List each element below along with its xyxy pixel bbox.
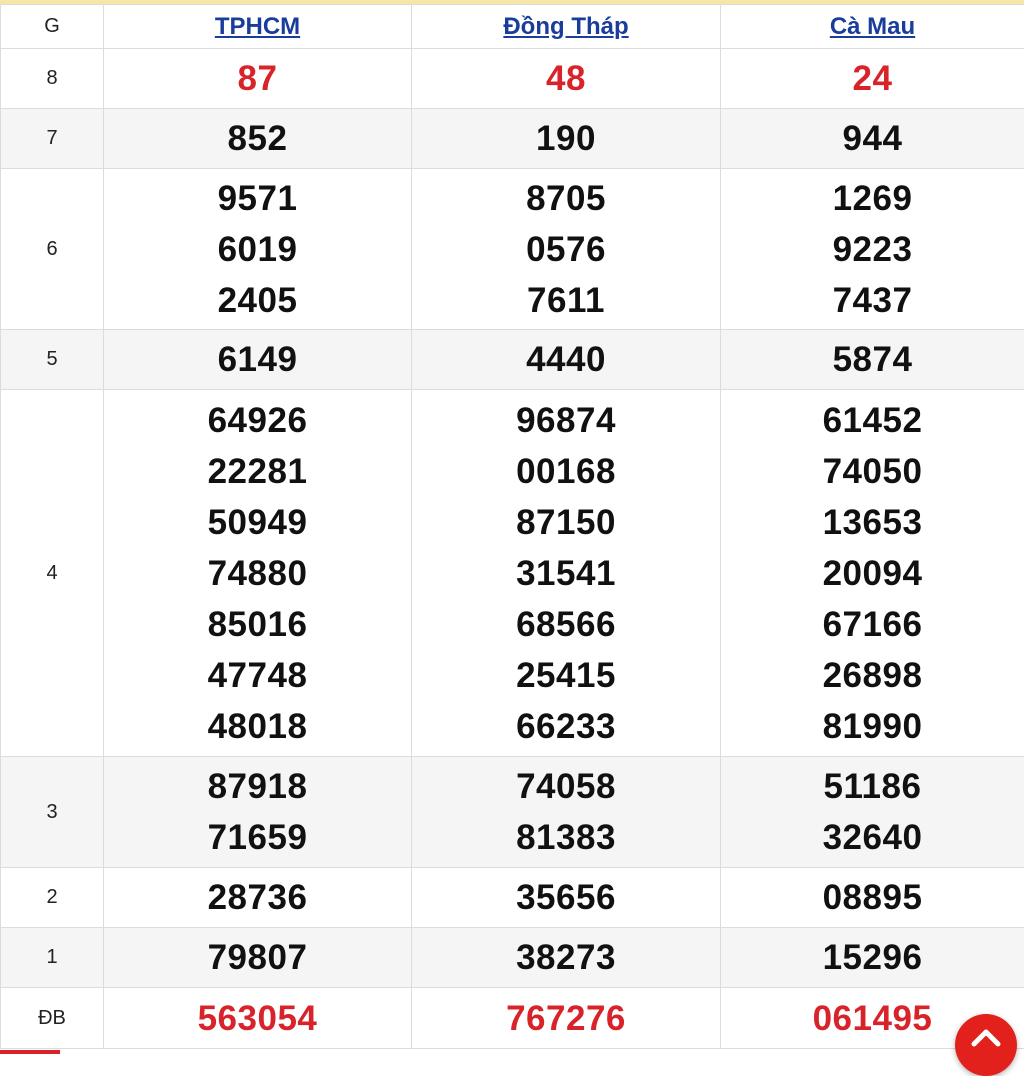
province-link-ca-mau[interactable]: Cà Mau: [830, 13, 915, 40]
result-number: 7437: [721, 275, 1024, 326]
result-cell: [412, 988, 721, 1049]
result-number: 00168: [412, 446, 720, 497]
province-link-dong-thap[interactable]: Đồng Tháp: [503, 13, 628, 40]
result-cell: [721, 757, 1024, 868]
result-number: 1269: [721, 173, 1024, 224]
result-cell: [412, 390, 721, 757]
result-number: 74880: [104, 548, 411, 599]
table-row: [1, 169, 1024, 330]
result-cell: [104, 109, 412, 169]
result-number: 38273: [412, 932, 720, 983]
result-number: 67166: [721, 599, 1024, 650]
result-number: 852: [104, 113, 411, 164]
result-cell: [721, 868, 1024, 928]
result-number: 26898: [721, 650, 1024, 701]
table-header-row: [1, 5, 1024, 49]
result-number: 66233: [412, 701, 720, 752]
result-cell: [721, 109, 1024, 169]
prize-column-header: G: [1, 5, 104, 49]
table-row: [1, 757, 1024, 868]
result-cell: [104, 49, 412, 109]
result-number: 767276: [412, 993, 720, 1044]
result-number: 61452: [721, 395, 1024, 446]
table-row: [1, 988, 1024, 1049]
result-cell: [412, 928, 721, 988]
result-cell: [104, 757, 412, 868]
prize-label: 4: [1, 390, 104, 757]
result-number: 48018: [104, 701, 411, 752]
result-number: 81990: [721, 701, 1024, 752]
result-number: 2405: [104, 275, 411, 326]
table-row: [1, 49, 1024, 109]
result-number: 0576: [412, 224, 720, 275]
result-cell: [412, 757, 721, 868]
prize-label: 2: [1, 868, 104, 928]
result-number: 944: [721, 113, 1024, 164]
table-row: [1, 330, 1024, 390]
result-number: 51186: [721, 761, 1024, 812]
bottom-red-indicator: [0, 1050, 60, 1054]
result-number: 87918: [104, 761, 411, 812]
scroll-to-top-button[interactable]: [955, 1014, 1017, 1076]
result-number: 15296: [721, 932, 1024, 983]
table-row: [1, 868, 1024, 928]
result-number: 6019: [104, 224, 411, 275]
result-number: 47748: [104, 650, 411, 701]
prize-label: 6: [1, 169, 104, 330]
prize-label: 8: [1, 49, 104, 109]
result-number: 061495: [721, 993, 1024, 1044]
result-number: 96874: [412, 395, 720, 446]
result-cell: [412, 109, 721, 169]
result-cell: [104, 928, 412, 988]
result-cell: [104, 330, 412, 390]
result-cell: [412, 49, 721, 109]
result-number: 74058: [412, 761, 720, 812]
result-number: 08895: [721, 872, 1024, 923]
result-number: 50949: [104, 497, 411, 548]
result-number: 9223: [721, 224, 1024, 275]
result-number: 28736: [104, 872, 411, 923]
result-number: 25415: [412, 650, 720, 701]
result-cell: [721, 928, 1024, 988]
province-link-tphcm[interactable]: TPHCM: [215, 13, 300, 40]
chevron-up-icon: [970, 1026, 1002, 1050]
prize-label: ĐB: [1, 988, 104, 1049]
result-number: 79807: [104, 932, 411, 983]
province-header: [104, 5, 412, 49]
result-cell: [104, 868, 412, 928]
result-number: 32640: [721, 812, 1024, 863]
result-number: 48: [412, 53, 720, 104]
result-cell: [412, 330, 721, 390]
result-number: 20094: [721, 548, 1024, 599]
result-number: 68566: [412, 599, 720, 650]
result-number: 4440: [412, 334, 720, 385]
result-number: 5874: [721, 334, 1024, 385]
prize-label: 3: [1, 757, 104, 868]
table-row: [1, 390, 1024, 757]
result-number: 87: [104, 53, 411, 104]
result-cell: [104, 169, 412, 330]
result-number: 31541: [412, 548, 720, 599]
result-number: 13653: [721, 497, 1024, 548]
table-row: [1, 109, 1024, 169]
result-number: 7611: [412, 275, 720, 326]
result-number: 9571: [104, 173, 411, 224]
result-number: 24: [721, 53, 1024, 104]
prize-label: 1: [1, 928, 104, 988]
result-number: 64926: [104, 395, 411, 446]
lottery-results-table: [0, 4, 1024, 1049]
prize-label: 7: [1, 109, 104, 169]
province-header: [721, 5, 1024, 49]
result-cell: [721, 49, 1024, 109]
result-number: 85016: [104, 599, 411, 650]
result-cell: [721, 390, 1024, 757]
table-row: [1, 928, 1024, 988]
result-cell: [721, 169, 1024, 330]
result-number: 71659: [104, 812, 411, 863]
result-number: 81383: [412, 812, 720, 863]
result-cell: [412, 868, 721, 928]
result-cell: [412, 169, 721, 330]
result-number: 190: [412, 113, 720, 164]
prize-label: 5: [1, 330, 104, 390]
result-number: 22281: [104, 446, 411, 497]
result-cell: [721, 330, 1024, 390]
result-number: 563054: [104, 993, 411, 1044]
result-number: 74050: [721, 446, 1024, 497]
result-cell: [104, 988, 412, 1049]
result-number: 87150: [412, 497, 720, 548]
result-cell: [104, 390, 412, 757]
province-header: [412, 5, 721, 49]
result-number: 6149: [104, 334, 411, 385]
result-number: 35656: [412, 872, 720, 923]
result-number: 8705: [412, 173, 720, 224]
